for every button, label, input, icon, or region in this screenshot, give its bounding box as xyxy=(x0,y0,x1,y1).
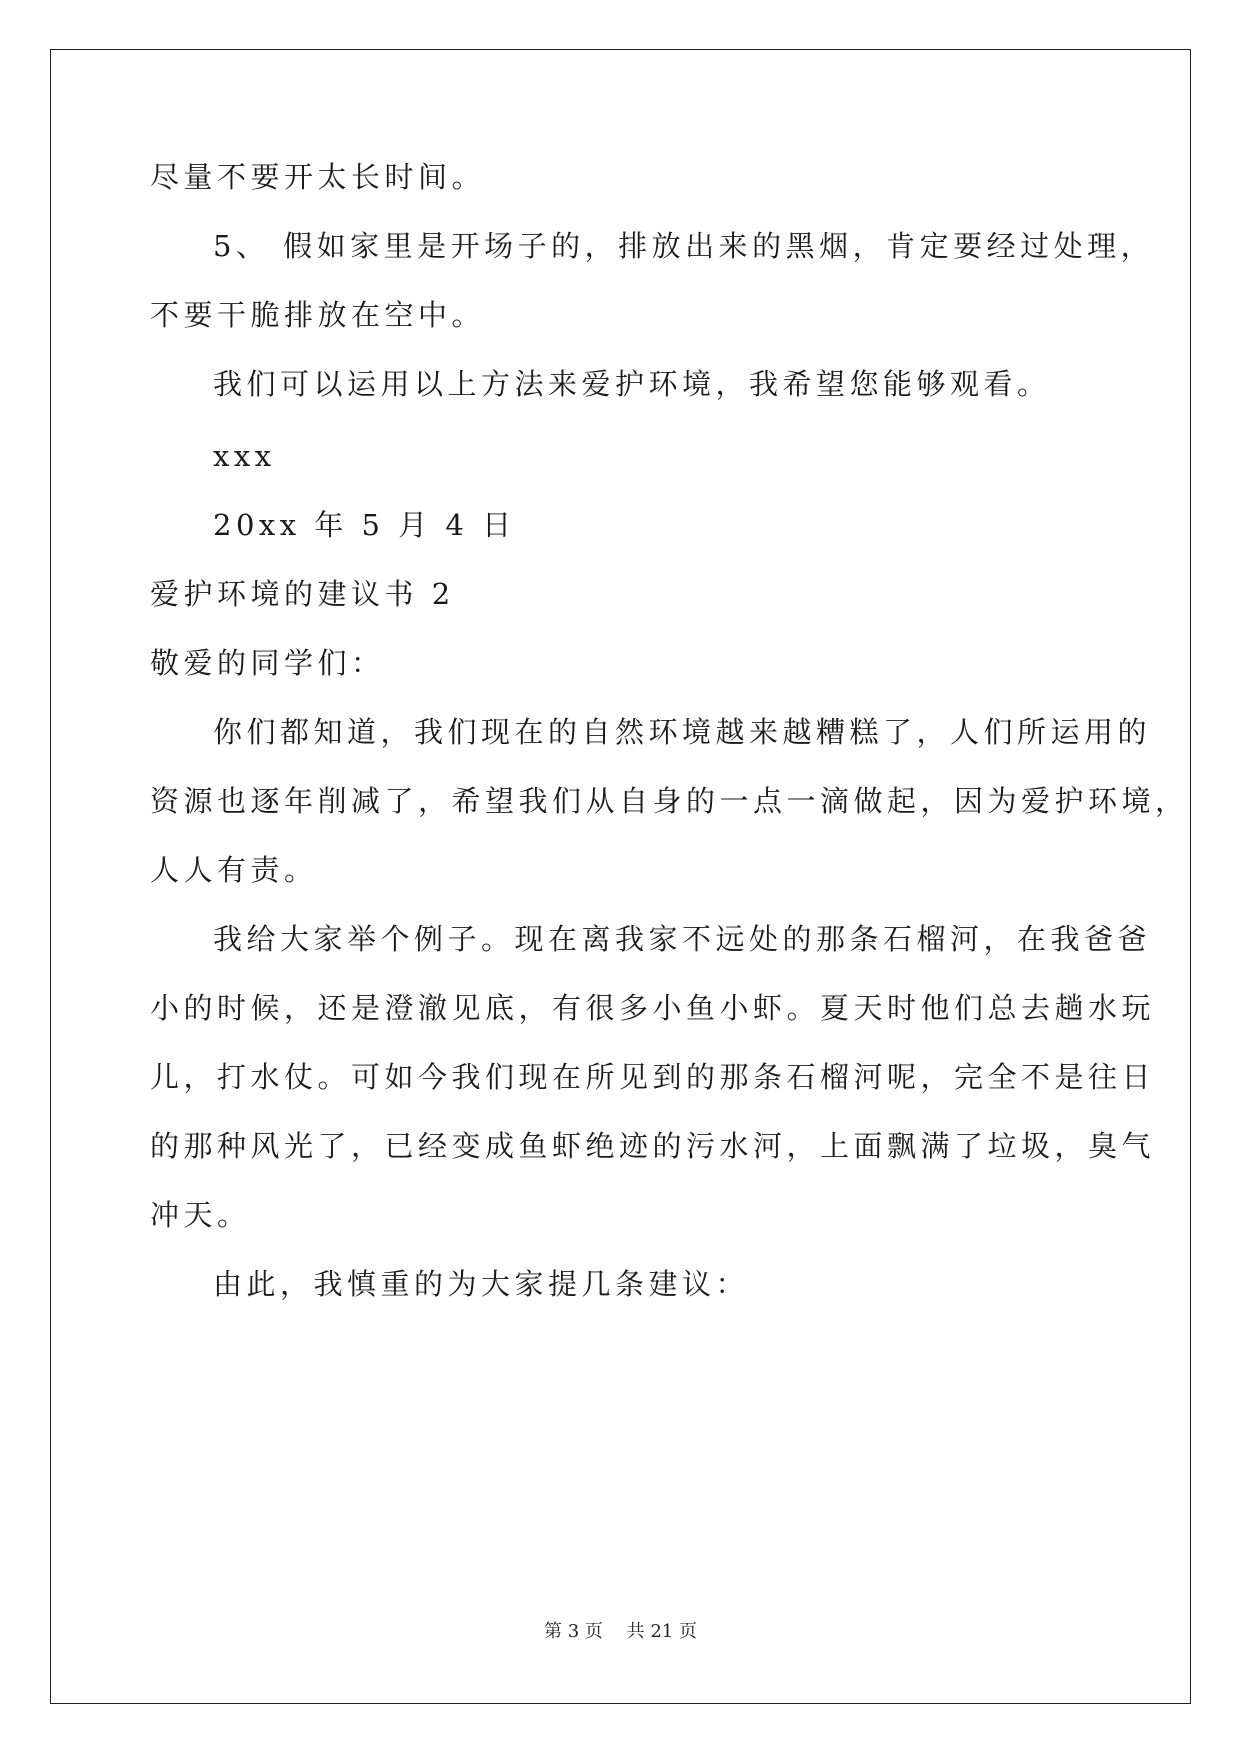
text-line: 冲天。 xyxy=(150,1198,251,1232)
text-line: 的那种风光了，已经变成鱼虾绝迹的污水河，上面飘满了垃圾，臭气 xyxy=(150,1129,1156,1163)
section-title: 爱护环境的建议书 2 xyxy=(150,577,455,611)
text-line: 小的时候，还是澄澈见底，有很多小鱼小虾。夏天时他们总去趟水玩 xyxy=(150,991,1156,1025)
salutation: 敬爱的同学们： xyxy=(150,646,385,680)
signature-name: xxx xyxy=(213,439,276,473)
text-line: 不要干脆排放在空中。 xyxy=(150,298,486,332)
text-line: 5、 假如家里是开场子的，排放出来的黑烟，肯定要经过处理， xyxy=(213,229,1155,263)
text-line: 由此，我慎重的为大家提几条建议： xyxy=(213,1267,750,1301)
text-line: 你们都知道，我们现在的自然环境越来越糟糕了，人们所运用的 xyxy=(213,715,1152,749)
text-line: 资源也逐年削减了，希望我们从自身的一点一滴做起，因为爱护环境， xyxy=(150,784,1189,818)
text-line: 人人有责。 xyxy=(150,853,318,887)
signature-date: 20xx 年 5 月 4 日 xyxy=(213,508,516,542)
text-line: 儿，打水仗。可如今我们现在所见到的那条石榴河呢，完全不是往日 xyxy=(150,1060,1156,1094)
page-number-footer: 第 3 页 共 21 页 xyxy=(544,1621,697,1642)
text-line: 尽量不要开太长时间。 xyxy=(150,160,486,194)
text-line: 我给大家举个例子。现在离我家不远处的那条石榴河，在我爸爸 xyxy=(213,922,1152,956)
text-line: 我们可以运用以上方法来爱护环境，我希望您能够观看。 xyxy=(213,367,1051,401)
